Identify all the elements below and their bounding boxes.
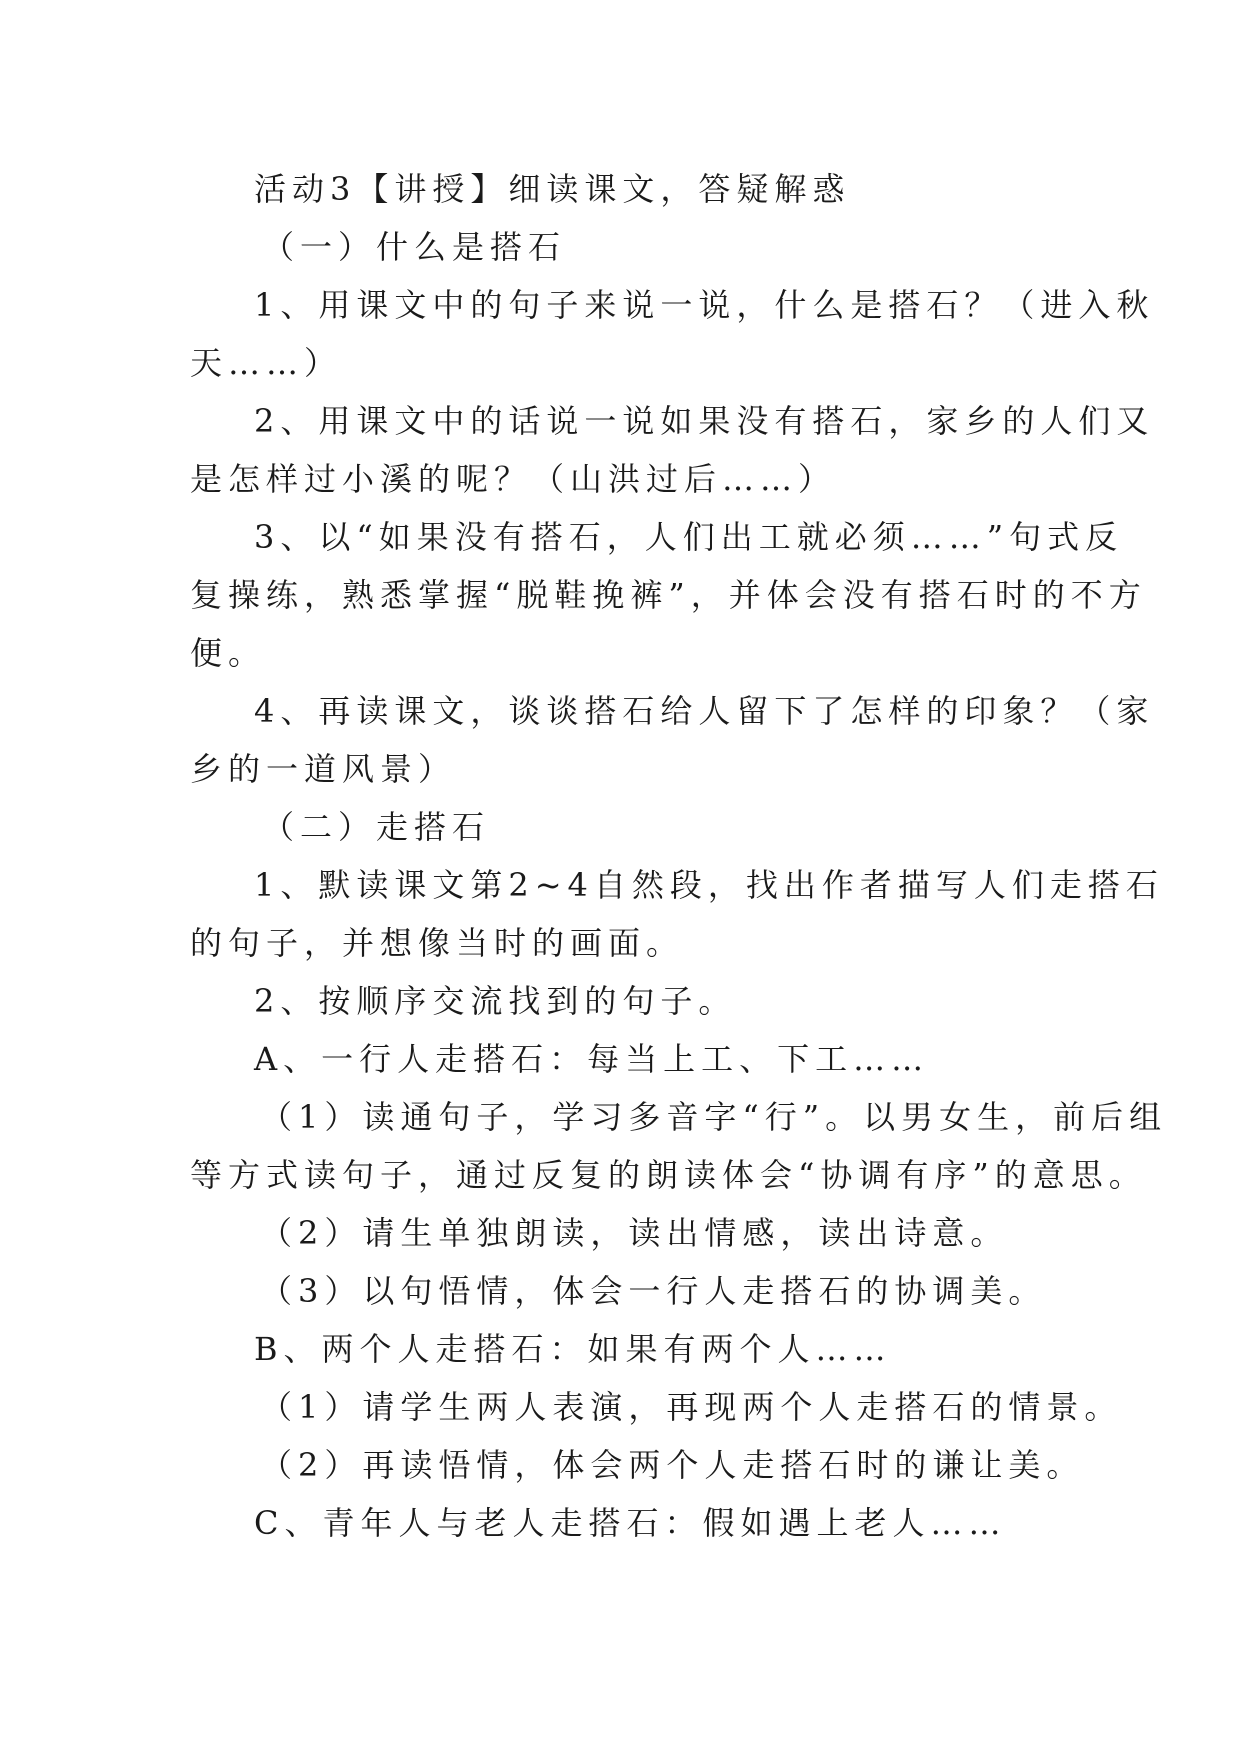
- paragraph-line: 2、按顺序交流找到的句子。: [254, 982, 737, 1020]
- paragraph-line: A、一行人走搭石：每当上工、下工……: [254, 1040, 930, 1078]
- section-heading-2: （二）走搭石: [262, 808, 491, 846]
- paragraph-line: （2）请生单独朗读，读出情感，读出诗意。: [260, 1214, 1009, 1252]
- paragraph-line: 乡的一道风景）: [190, 750, 457, 788]
- paragraph-line: 等方式读句子，通过反复的朗读体会“协调有序”的意思。: [190, 1156, 1147, 1194]
- paragraph-line: （1）请学生两人表演，再现两个人走搭石的情景。: [260, 1388, 1123, 1426]
- paragraph-line: （1）读通句子，学习多音字“行”。以男女生，前后组: [260, 1098, 1168, 1136]
- paragraph-line: 1、默读课文第2~4自然段，找出作者描写人们走搭石: [254, 866, 1164, 904]
- paragraph-line: 1、用课文中的句子来说一说，什么是搭石？（进入秋: [254, 286, 1155, 324]
- activity-heading: 活动3【讲授】细读课文，答疑解惑: [254, 170, 851, 208]
- paragraph-line: 便。: [190, 634, 267, 672]
- paragraph-line: C、青年人与老人走搭石：假如遇上老人……: [254, 1504, 1007, 1542]
- section-heading-1: （一）什么是搭石: [262, 228, 567, 266]
- paragraph-line: 天……）: [190, 344, 343, 382]
- document-body: [190, 160, 1168, 1552]
- paragraph-line: 复操练，熟悉掌握“脱鞋挽裤”，并体会没有搭石时的不方: [190, 576, 1147, 614]
- paragraph-line: 3、以“如果没有搭石，人们出工就必须……”句式反: [254, 518, 1124, 556]
- paragraph-line: 4、再读课文，谈谈搭石给人留下了怎样的印象？（家: [254, 692, 1155, 730]
- paragraph-line: （2）再读悟情，体会两个人走搭石时的谦让美。: [260, 1446, 1085, 1484]
- paragraph-line: 是怎样过小溪的呢？（山洪过后……）: [190, 460, 837, 498]
- paragraph-line: 2、用课文中的话说一说如果没有搭石，家乡的人们又: [254, 402, 1155, 440]
- paragraph-line: B、两个人走搭石：如果有两个人……: [254, 1330, 892, 1368]
- paragraph-line: 的句子，并想像当时的画面。: [190, 924, 685, 962]
- paragraph-line: （3）以句悟情，体会一行人走搭石的协调美。: [260, 1272, 1047, 1310]
